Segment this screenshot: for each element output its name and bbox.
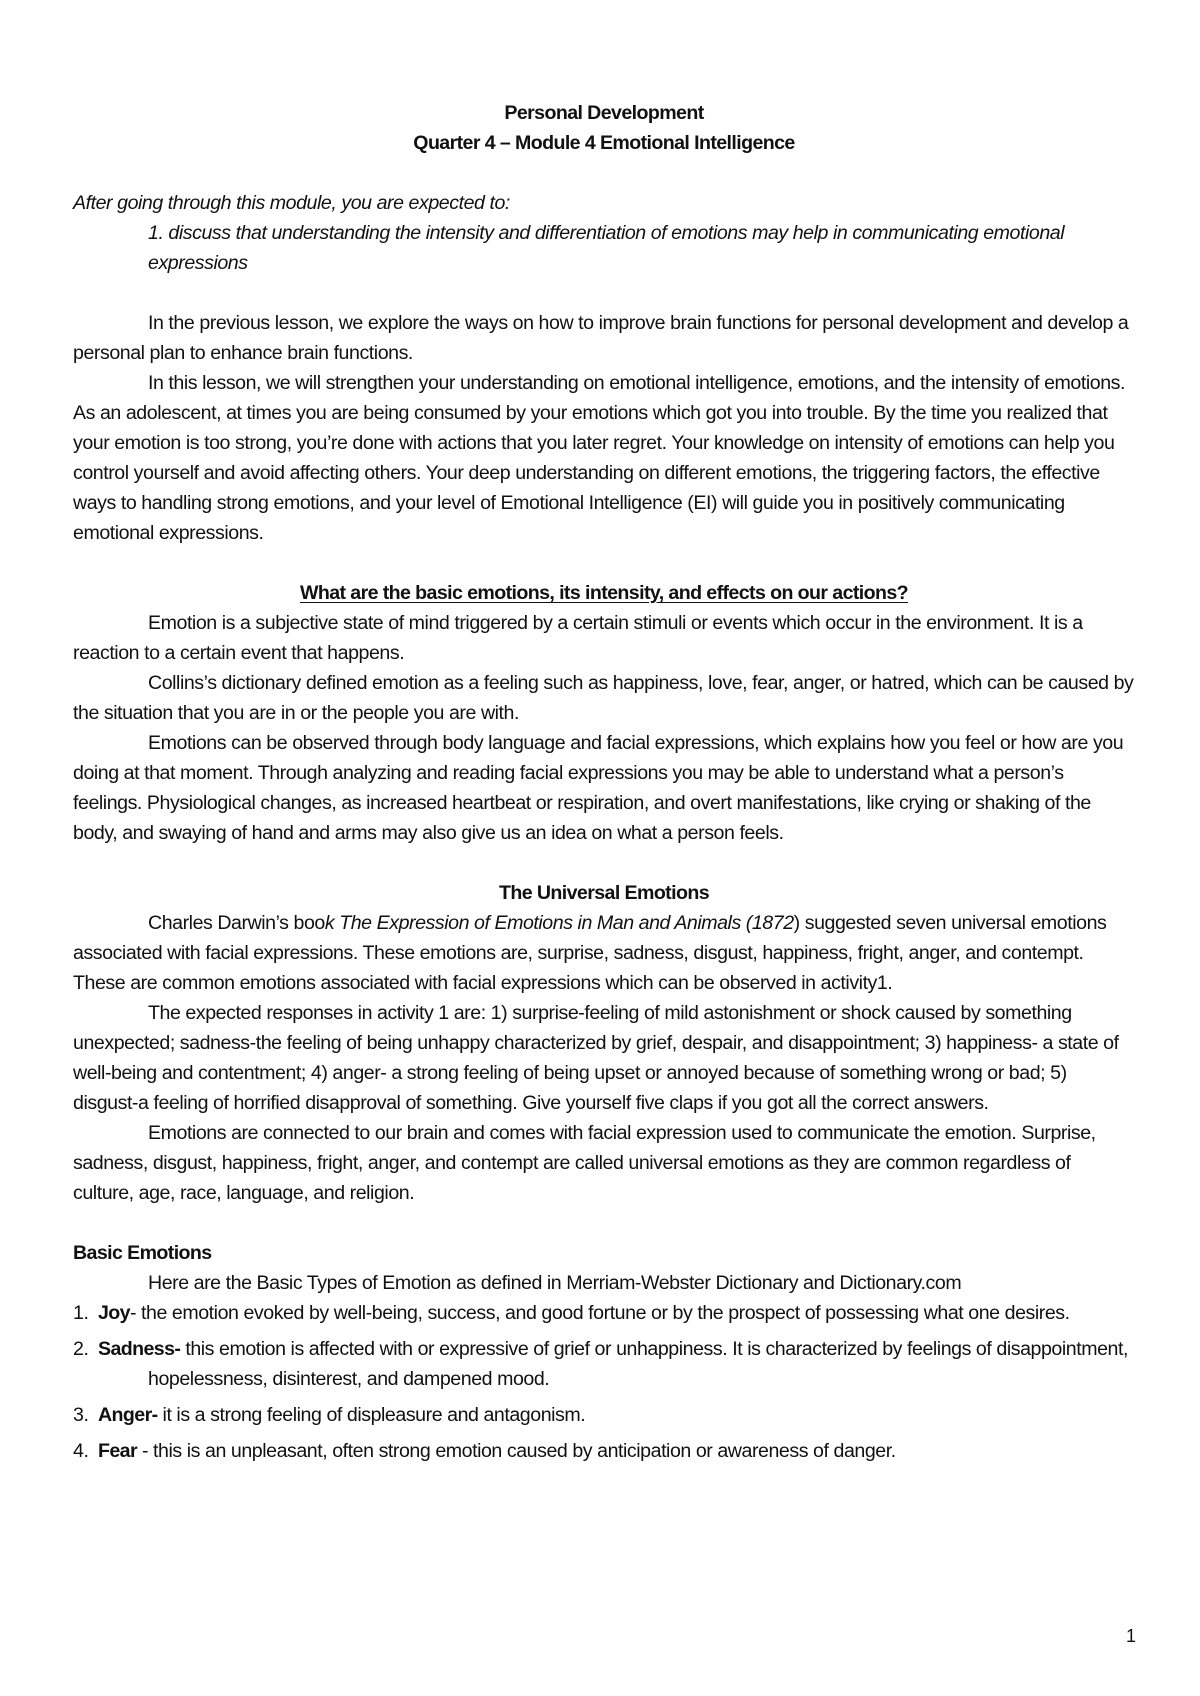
page-content: [73, 98, 1135, 1472]
intro-paragraph: In the previous lesson, we explore the ways on how to improve brain functions for personal development and develop a personal plan to enhance brain functions.: [73, 312, 1129, 364]
list-item: [73, 1436, 1135, 1466]
body-paragraph: Emotion is a subjective state of mind triggered by a certain stimuli or events which occur in the environment. It is a reaction to a certain event that happens.: [73, 612, 1083, 664]
section-heading: Basic Emotions: [73, 1242, 212, 1264]
objective-item: 1. discuss that understanding the intensity and differentiation of emotions may help in communicating emotional expressions: [148, 222, 1065, 274]
list-number: 3.: [73, 1404, 89, 1426]
body-paragraph: Emotions can be observed through body language and facial expressions, which explains how you feel or how are you doing at that moment. Through analyzing and reading facial expressions you may be able to understand what a person’s feelings. Physiological changes, as increased heartbeat or respiration, and overt manifestations, like crying or shaking of the body, and swaying of hand and arms may also give us an idea on what a person feels.: [73, 732, 1124, 844]
body-paragraph: Emotions are connected to our brain and comes with facial expression used to communicate the emotion. Surprise, sadness, disgust, happiness, fright, anger, and contempt are called universal emotions as they are common regardless of culture, age, race, language, and religion.: [73, 1122, 1096, 1204]
emotion-definition: this emotion is affected with or expressive of grief or unhappiness. It is characterized by feelings of disappointment, hopelessness, disinterest, and dampened mood.: [148, 1338, 1128, 1390]
objectives-intro: After going through this module, you are expected to:: [73, 192, 510, 214]
emotion-definition: - the emotion evoked by well-being, success, and good fortune or by the prospect of possessing what one desires.: [129, 1302, 1070, 1324]
section-heading: What are the basic emotions, its intensity, and effects on our actions?: [299, 582, 909, 604]
emotion-term: Joy: [98, 1302, 130, 1324]
body-paragraph: Here are the Basic Types of Emotion as defined in Merriam-Webster Dictionary and Dictionary.com: [148, 1272, 962, 1294]
body-paragraph: [73, 908, 1135, 998]
list-number: 2.: [73, 1338, 89, 1360]
list-item: [73, 1298, 1135, 1328]
list-number: 1.: [73, 1302, 89, 1324]
document-subject: Personal Development: [504, 102, 704, 124]
text-run: Charles Darwin’s boo: [148, 912, 325, 934]
module-title: Quarter 4 – Module 4 Emotional Intelligence: [413, 132, 795, 154]
emotion-term: Sadness-: [98, 1338, 181, 1360]
emotion-list: [73, 1298, 1135, 1466]
list-item: [73, 1400, 1135, 1430]
intro-paragraph: In this lesson, we will strengthen your understanding on emotional intelligence, emotions, and the intensity of emotions. As an adolescent, at times you are being consumed by your emotions which got you into trouble. By the time you realized that your emotion is too strong, you’re done with actions that you later regret. Your knowledge on intensity of emotions can help you control yourself and avoid affecting others. Your deep understanding on different emotions, the triggering factors, the effective ways to handling strong emotions, and your level of Emotional Intelligence (EI) will guide you in positively communicating emotional expressions.: [73, 372, 1125, 544]
list-number: 4.: [73, 1440, 89, 1462]
body-paragraph: The expected responses in activity 1 are: 1) surprise-feeling of mild astonishment or shock caused by something unexpected; sadness-the feeling of being unhappy characterized by grief, despair, and disappointment; 3) happiness- a state of well-being and contentment; 4) anger- a strong feeling of being upset or annoyed because of something wrong or bad; 5) disgust-a feeling of horrified disapproval of something. Give yourself five claps if you got all the correct answers.: [73, 1002, 1119, 1114]
body-paragraph: Collins’s dictionary defined emotion as a feeling such as happiness, love, fear, anger, or hatred, which can be caused by the situation that you are in or the people you are with.: [73, 672, 1134, 724]
section-heading: The Universal Emotions: [498, 882, 709, 904]
emotion-definition: - this is an unpleasant, often strong emotion caused by anticipation or awareness of danger.: [137, 1440, 896, 1462]
book-title: k The Expression of Emotions in Man and Animals (1872: [324, 912, 794, 934]
text-run: ) suggested seven universal emotions associated with facial expressions. These emotions are, surprise, sadness, disgust, happiness, fright, anger, and contempt. These are common emotions associated with facial expressions which can be observed in activity1.: [73, 912, 1107, 994]
list-item: [73, 1334, 1135, 1394]
emotion-term: Anger-: [98, 1404, 158, 1426]
page-number: 1: [1125, 1626, 1136, 1646]
emotion-definition: it is a strong feeling of displeasure and antagonism.: [157, 1404, 586, 1426]
emotion-term: Fear: [98, 1440, 137, 1462]
